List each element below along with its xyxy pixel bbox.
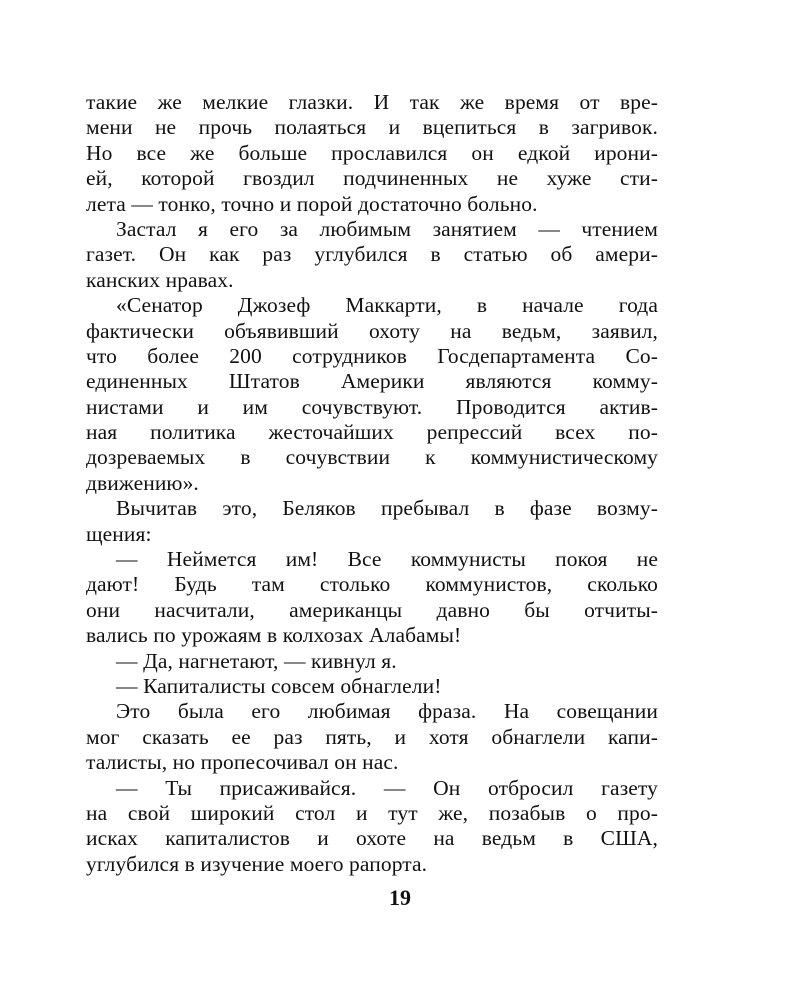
text-line: такие же мелкие глазки. И так же время от вре- (86, 90, 658, 114)
body-text (86, 90, 658, 877)
text-line: единенных Штатов Америки являются комму- (86, 369, 658, 394)
text-line: «Сенатор Джозеф Маккарти, в начале года (116, 293, 658, 318)
text-line: ная политика жесточайших репрессий всех по- (86, 420, 658, 445)
text-line: фактически объявивший охоту на ведьм, заявил, (86, 318, 658, 343)
text-line: мени не прочь полаяться и вцепиться в загривок. (86, 115, 658, 140)
text-line: нистами и им сочувствуют. Проводится актив- (86, 394, 658, 419)
text-line: дозреваемых в сочувствии к коммунистическому (86, 445, 658, 470)
text-line: движению». (86, 470, 199, 495)
page-number: 19 (389, 885, 411, 910)
text-line: Вычитав это, Беляков пребывал в фазе возму- (116, 496, 658, 521)
text-line: щения: (86, 521, 152, 546)
text-line: на свой широкий стол и тут же, позабыв о про- (86, 800, 658, 825)
text-line: — Ты присаживайся. — Он отбросил газету (116, 775, 658, 800)
text-line: исках капиталистов и охоте на ведьм в США, (86, 826, 658, 851)
text-line: — Неймется им! Все коммунисты покоя не (116, 547, 658, 572)
text-line: — Капиталисты совсем обнаглели! (116, 673, 442, 698)
text-line: — Да, нагнетают, — кивнул я. (116, 648, 397, 673)
text-line: канских нравах. (86, 267, 234, 292)
text-line: что более 200 сотрудников Госдепартамента Со- (86, 343, 658, 368)
text-line: вались по урожаям в колхозах Алабамы! (86, 623, 462, 648)
text-line: углубился в изучение моего рапорта. (86, 851, 428, 876)
text-line: они насчитали, американцы давно бы отчиты- (86, 597, 658, 622)
text-line: мог сказать ее раз пять, и хотя обнаглели капи- (86, 724, 658, 749)
text-line: лета — тонко, точно и порой достаточно больно. (86, 191, 538, 216)
text-line: талисты, но пропесочивал он нас. (86, 750, 399, 775)
text-line: Застал я его за любимым занятием — чтением (116, 216, 658, 241)
text-line: Это была его любимая фраза. На совещании (116, 699, 658, 724)
text-line: ей, которой гвоздил подчиненных не хуже сти- (86, 166, 658, 191)
text-line: Но все же больше прославился он едкой ирони- (86, 140, 658, 165)
text-line: газет. Он как раз углубился в статью об амери- (86, 242, 658, 267)
text-line: дают! Будь там столько коммунистов, сколько (86, 572, 658, 597)
